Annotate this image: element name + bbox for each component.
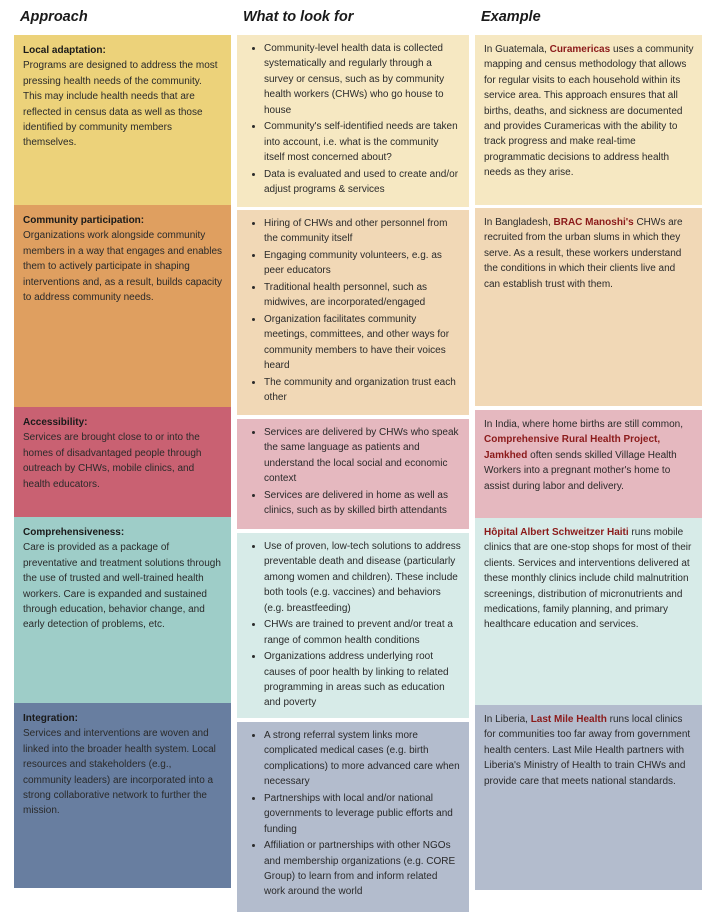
approach-description: Services and interventions are woven and linked into the broader health system. Local resources and stakeholders (e.g., community leaders) are incorporated into a strong collaborative network to further the mission. <box>23 728 216 817</box>
approach-description: Programs are designed to address the most pressing health needs of the community. This may include health needs that are reflected in census data as well as those identified by community members themselves. <box>23 60 218 149</box>
approach-title: Comprehensiveness: <box>23 527 125 538</box>
criteria-item: • Engaging community volunteers, e.g. as peer educators <box>264 248 461 279</box>
what-cell-integration <box>237 722 469 912</box>
what-cell-accessibility <box>237 419 469 529</box>
approach-title: Accessibility: <box>23 417 88 428</box>
criteria-item: • Community's self-identified needs are taken into account, i.e. what is the community itself most concerned about? <box>264 119 461 165</box>
approach-cell-comprehensiveness <box>14 517 231 703</box>
criteria-item: • Data is evaluated and used to create and/or adjust programs & services <box>264 167 461 198</box>
approach-description: Organizations work alongside community members in a way that engages and enables them to actively participate in shaping interventions and, as a result, builds capacity to address community needs. <box>23 230 223 304</box>
criteria-list <box>246 728 461 900</box>
what-cell-community-participation <box>237 210 469 415</box>
organization-name: Hôpital Albert Schweitzer Haiti <box>484 527 629 538</box>
approach-cell-community-participation <box>14 205 231 407</box>
approach-description: Care is provided as a package of preventative and treatment solutions through the use of trusted and well-trained health workers. Care is expanded and sustained through education, behavior change, and early detection of problems, etc. <box>23 542 221 631</box>
criteria-list <box>246 41 461 197</box>
example-cell-accessibility: In India, where home births are still common, Comprehensive Rural Health Project, Jamkhed often sends skilled Village Health Workers into a pregnant mother's home to assist during labor and delivery. <box>475 410 702 518</box>
organization-name: BRAC Manoshi's <box>553 217 634 228</box>
approach-cell-accessibility <box>14 407 231 517</box>
approach-title: Integration: <box>23 713 78 724</box>
organization-name: Last Mile Health <box>530 714 607 725</box>
criteria-item: • The community and organization trust each other <box>264 375 461 406</box>
approach-header: Approach <box>20 9 88 25</box>
example-header: Example <box>481 9 541 25</box>
criteria-item: • Traditional health personnel, such as midwives, are incorporated/engaged <box>264 280 461 311</box>
criteria-item: • Services are delivered in home as well as clinics, such as by skilled birth attendants <box>264 488 461 519</box>
approach-title: Community participation: <box>23 215 145 226</box>
example-cell-comprehensiveness: Hôpital Albert Schweitzer Haiti runs mobile clinics that are one-stop shops for most of their clients. Services and interventions delivered at these monthly clinics include child malnutrition screenings, distribution of micronutrients and medications, family planning, and primary healthcare education and services. <box>475 518 702 705</box>
approach-description: Services are brought close to or into the homes of disadvantaged people through outreach by CHWs, mobile clinics, and health educators. <box>23 432 202 490</box>
criteria-item: • CHWs are trained to prevent and/or treat a range of common health conditions <box>264 617 461 648</box>
what-to-look-for-header: What to look for <box>243 9 354 25</box>
what-cell-comprehensiveness <box>237 533 469 718</box>
criteria-list <box>246 539 461 711</box>
approach-cell-integration <box>14 703 231 888</box>
criteria-item: • Use of proven, low-tech solutions to address preventable death and disease (particularly among women and children). These include both tools (e.g. vaccines) and behaviors (e.g. breastfeeding) <box>264 539 461 616</box>
criteria-item: • Organizations address underlying root causes of poor health by linking to related programming in areas such as education and poverty <box>264 649 461 711</box>
criteria-item: • A strong referral system links more complicated medical cases (e.g. birth complications) to more advanced care when necessary <box>264 728 461 790</box>
approach-cell-local-adaptation <box>14 35 231 205</box>
organization-name: Comprehensive Rural Health Project, Jamkhed <box>484 434 661 461</box>
criteria-item: • Services are delivered by CHWs who speak the same language as patients and understand the local social and economic context <box>264 425 461 487</box>
approach-title: Local adaptation: <box>23 45 106 56</box>
example-cell-integration: In Liberia, Last Mile Health runs local clinics for communities too far away from government health centers. Last Mile Health partners with Liberia's Ministry of Health to train CHWs and provide care that meets national standards. <box>475 705 702 890</box>
criteria-item: • Community-level health data is collected systematically and regularly through a survey or census, such as by community health workers (CHWs) who go house to house <box>264 41 461 118</box>
criteria-list <box>246 216 461 406</box>
example-cell-community-participation: In Bangladesh, BRAC Manoshi's CHWs are recruited from the urban slums in which they serve. As a result, these workers understand the conditions in which their clients live and can establish trust with them. <box>475 208 702 406</box>
organization-name: Curamericas <box>549 44 611 55</box>
criteria-item: • Partnerships with local and/or national governments to leverage public efforts and funding <box>264 791 461 837</box>
criteria-list <box>246 425 461 519</box>
criteria-item: • Hiring of CHWs and other personnel from the community itself <box>264 216 461 247</box>
criteria-item: • Affiliation or partnerships with other NGOs and membership organizations (e.g. CORE Group) to learn from and inform related work around the world <box>264 838 461 900</box>
example-cell-local-adaptation: In Guatemala, Curamericas uses a community mapping and census methodology that allows for regular visits to each household within its service area. This approach ensures that all births, deaths, and sickness are documented and provides Curamericas with the ability to track progress and make real-time programmatic decisions to address health needs as they arise. <box>475 35 702 205</box>
criteria-item: • Organization facilitates community meetings, committees, and other ways for community members to have their voices heard <box>264 312 461 374</box>
what-cell-local-adaptation <box>237 35 469 207</box>
